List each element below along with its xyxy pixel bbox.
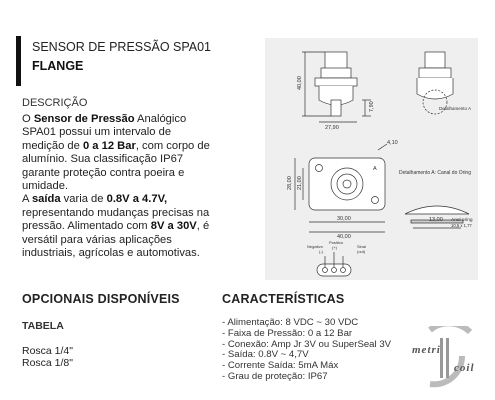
- list-item: - Grau de proteção: IP67: [222, 370, 328, 382]
- dim-21: 21,00: [297, 176, 303, 190]
- logo-text-top: metri: [412, 344, 441, 356]
- page-subtitle: FLANGE: [32, 59, 84, 73]
- logo-text-bottom: coil: [454, 362, 475, 374]
- list-item: - Saída: 0.8V ~ 4,7V: [222, 349, 309, 361]
- detail-a-label: Detalhamento A: [439, 106, 472, 111]
- brand-logo: [400, 326, 490, 388]
- optionals-heading: OPCIONAIS DISPONÍVEIS: [22, 292, 180, 306]
- dim-13: 13,00: [429, 217, 443, 223]
- title-accent-bar: [16, 36, 21, 86]
- anel-oring-dim: 10,5 x 1,77: [451, 223, 472, 228]
- pin-negative-label: Negativo: [307, 244, 323, 249]
- pin-negative-sym: (-): [319, 249, 323, 254]
- dim-27-90: 27,90: [325, 125, 339, 131]
- pin-positive-label: Positivo: [329, 240, 344, 245]
- dim-4-10: 4,10: [387, 140, 398, 146]
- dim-7-90: 7,90: [369, 101, 375, 112]
- dim-40b: 40,00: [337, 234, 351, 240]
- list-item: - Faixa de Pressão: 0 a 12 Bar: [222, 327, 353, 339]
- optional-item: Rosca 1/4": [22, 345, 74, 357]
- list-item: - Conexão: Amp Jr 3V ou SuperSeal 3V: [222, 338, 392, 350]
- pin-signal-label: Sinal: [357, 244, 366, 249]
- dim-28: 28,00: [287, 176, 293, 190]
- characteristics-heading: CARACTERÍSTICAS: [222, 292, 345, 306]
- characteristics-list: [222, 318, 422, 383]
- pin-signal-sym: (out): [357, 249, 366, 254]
- description-text: O Sensor de Pressão Analógico SPA01 possui um intervalo de medição de 0 a 12 Bar, com corpo de alumínio. Sua classificação IP67 garante proteção contra poeira e umidade. A saída varia de 0.8V a 4.7V, representando mudanças precisas na pressão. Alimentado com 8V a 30V, é versátil para várias aplicações industriais, agrícolas e automotivas.: [22, 113, 210, 260]
- page-title: SENSOR DE PRESSÃO SPA01: [32, 40, 211, 54]
- anel-oring-label: Anel oring: [451, 218, 473, 223]
- list-item: - Alimentação: 8 VDC ~ 30 VDC: [222, 317, 359, 328]
- canal-oring-label: Detalhamento A: Canal do Oring: [399, 170, 471, 176]
- list-item: - Corrente Saída: 5mA Máx: [222, 360, 339, 372]
- technical-drawing: [265, 38, 478, 280]
- optional-item: Rosca 1/8": [22, 357, 74, 369]
- description-heading: DESCRIÇÃO: [22, 97, 88, 109]
- pin-positive-sym: (+): [332, 245, 337, 250]
- dim-40: 40,00: [297, 76, 303, 90]
- table-label: TABELA: [22, 320, 64, 332]
- detail-a-letter: A: [373, 166, 377, 172]
- dim-30: 30,00: [337, 216, 351, 222]
